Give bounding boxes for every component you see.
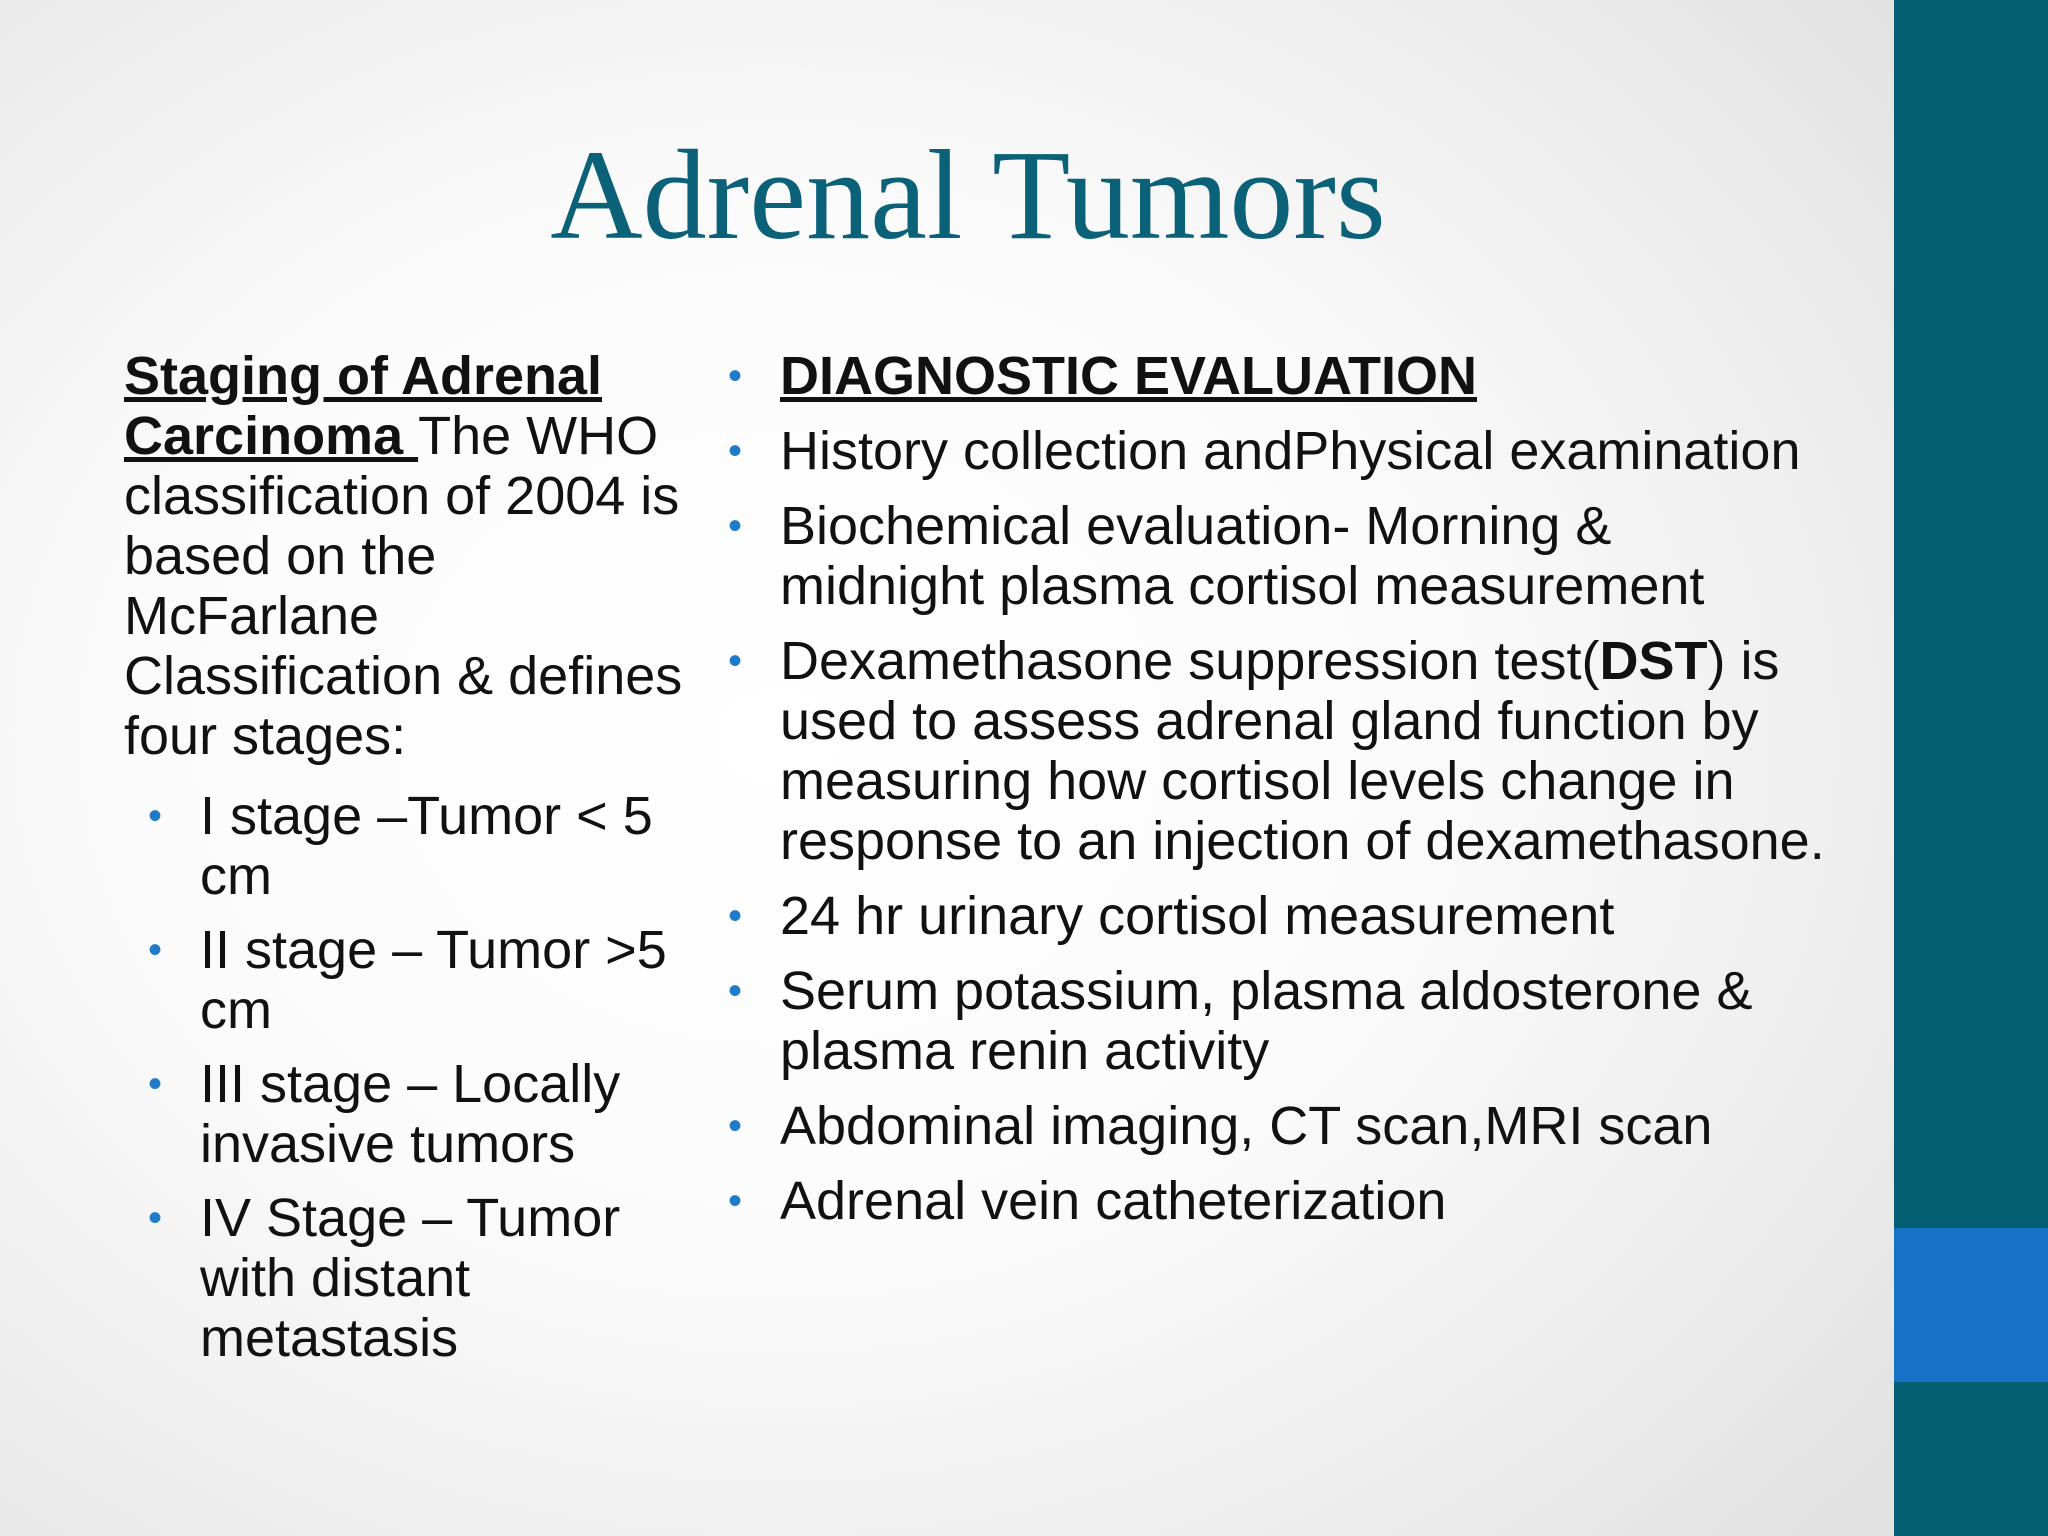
history-text: History collection andPhysical examination: [780, 421, 1801, 481]
bullet-icon: •: [728, 1179, 743, 1223]
diagnostic-item: [728, 496, 1894, 616]
dst-line-2: used to assess adrenal gland function by: [780, 691, 1759, 751]
adrenal-vein-text: Adrenal vein catheterization: [780, 1171, 1447, 1231]
bullet-icon: •: [148, 1196, 163, 1240]
stage-item: [124, 920, 684, 1040]
bullet-icon: •: [728, 1104, 743, 1148]
diagnostic-item: [728, 961, 1894, 1081]
staging-heading: Staging of Adrenal Carcinoma: [124, 346, 603, 466]
urinary-text: 24 hr urinary cortisol measurement: [780, 886, 1615, 946]
staging-column: [124, 346, 684, 1382]
bullet-icon: •: [148, 928, 163, 972]
diagnostic-list: [728, 346, 1894, 1231]
bullet-icon: •: [728, 969, 743, 1013]
stage-item: [124, 1054, 684, 1174]
biochemical-line-2: midnight plasma cortisol measurement: [780, 556, 1705, 616]
dst-line-3: measuring how cortisol levels change in: [780, 751, 1735, 811]
diagnostic-item: [728, 886, 1894, 946]
diagnostic-column: [728, 346, 1894, 1246]
dst-line-4: response to an injection of dexamethasone.: [780, 811, 1825, 871]
stage-text: IV Stage – Tumor with distant metastasis: [200, 1188, 621, 1368]
bullet-icon: •: [728, 429, 743, 473]
imaging-text: Abdominal imaging, CT scan,MRI scan: [780, 1096, 1713, 1156]
stage-item: [124, 786, 684, 906]
bullet-icon: •: [728, 504, 743, 548]
slide-title: Adrenal Tumors: [550, 124, 1386, 266]
diagnostic-item: [728, 631, 1894, 871]
bullet-icon: •: [728, 894, 743, 938]
diagnostic-heading-item: [728, 346, 1894, 406]
diagnostic-item: [728, 421, 1894, 481]
side-accent-block: [1894, 1228, 2048, 1382]
dst-line-1-pre: Dexamethasone suppression test(: [780, 631, 1600, 691]
bullet-icon: •: [728, 354, 743, 398]
bullet-icon: •: [148, 1062, 163, 1106]
bullet-icon: •: [728, 639, 743, 683]
serum-line-1: Serum potassium, plasma aldosterone &: [780, 961, 1753, 1021]
stage-text: III stage – Locally invasive tumors: [200, 1054, 621, 1174]
staging-intro-text: The WHO classification of 2004 is based on the McFarlane Classification & defines four stages:: [124, 406, 683, 766]
stage-item: [124, 1188, 684, 1368]
diagnostic-item: [728, 1096, 1894, 1156]
biochemical-line-1: Biochemical evaluation- Morning &: [780, 496, 1612, 556]
dst-abbreviation: DST: [1599, 631, 1708, 691]
serum-line-2: plasma renin activity: [780, 1021, 1270, 1081]
bullet-icon: •: [148, 794, 163, 838]
dst-line-1-post: ) is: [1707, 631, 1780, 691]
stage-text: I stage –Tumor < 5 cm: [200, 786, 653, 906]
diagnostic-heading: DIAGNOSTIC EVALUATION: [780, 346, 1477, 406]
staging-intro: [124, 346, 684, 766]
stage-list: [124, 786, 684, 1368]
stage-text: II stage – Tumor >5 cm: [200, 920, 667, 1040]
diagnostic-item: [728, 1171, 1894, 1231]
